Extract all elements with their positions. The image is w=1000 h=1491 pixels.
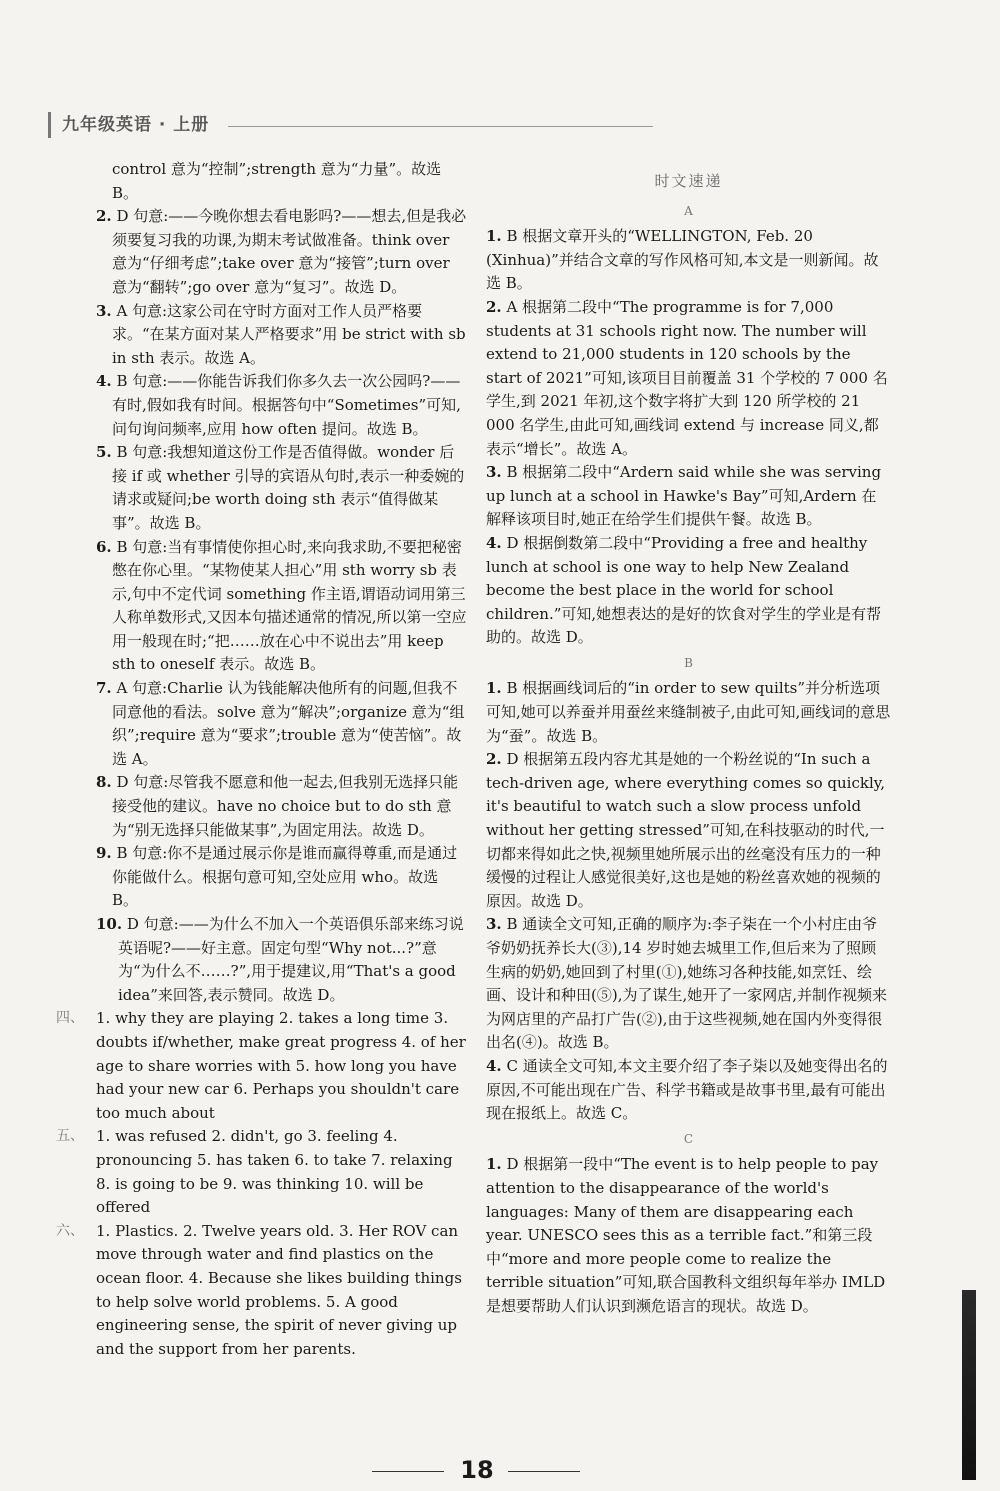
item-text: D 句意:——今晚你想去看电影吗?——想去,但是我必须要复习我的功课,为期末考试做准备。think over 意为“仔细考虑”;take over 意为“接管”;turn over 意为“翻转”;go over 意为“复习”。故选 D。 (112, 207, 467, 296)
group-letter: A (684, 203, 693, 218)
running-header (48, 108, 608, 144)
item-number: 3. (96, 301, 112, 320)
item-text: A 根据第二段中“The programme is for 7,000 students at 31 schools right now. The number will extend to 21,000 students in 120 schools by the start of 2021”可知,该项目目前覆盖 31 个学校的 7 000 名学生,到 2021 年初,这个数字将扩大到 120 所学校的 21 000 名学生,由此可知,画线词 extend 与 increase 同义,都表示“增长”。故选 A。 (486, 297, 888, 458)
page-number: 18 (460, 1456, 494, 1484)
group-letter: C (683, 1131, 694, 1146)
item-number: 1. (486, 227, 502, 246)
page-footer (0, 1456, 1000, 1486)
section-mark: 五、 (56, 1128, 84, 1145)
section-mark: 六、 (56, 1222, 84, 1239)
answer-item (96, 300, 468, 371)
item-number: 4. (486, 1056, 502, 1075)
item-text: B 句意:你不是通过展示你是谁而赢得尊重,而是通过你能做什么。根据句意可知,空处应用 who。故选 B。 (112, 844, 458, 910)
item-text: D 根据第五段内容尤其是她的一个粉丝说的“In such a tech-driven age, where everything comes so quickly, it's beautiful to watch such a slow process unfold without her getting stressed”可知,在科技驱动的时代,一切都来得如此之快,视频里她所展示出的丝毫没有压力的一种缓慢的过程让人感觉很美好,这也是她的粉丝喜欢她的视频的原因。故选 D。 (486, 750, 886, 910)
footer-rule-right (508, 1471, 580, 1472)
answer-item (486, 748, 891, 913)
item-number: 3. (486, 463, 502, 482)
item-text: B 根据画线词后的“in order to sew quilts”并分析选项可知,她可以养蚕并用蚕丝来缝制被子,由此可知,画线词的意思为“蚕”。故选 B。 (486, 679, 891, 745)
item-text: B 通读全文可知,正确的顺序为:李子柒在一个小村庄由爷爷奶奶抚养长大(③),14 岁时她去城里工作,但后来为了照顾生病的奶奶,她回到了村里(①),她练习各种技能,如烹饪、绘画、设计和种田(⑤),为了谋生,她开了一家网店,并制作视频来为网店里的产品打广告(②),由于这些视频,她在国内外变得很出名(④)。故选 B。 (486, 915, 888, 1052)
item-number: 4. (96, 372, 112, 391)
item-number: 4. (486, 533, 502, 552)
answer-item (96, 441, 468, 535)
section-four (56, 1007, 468, 1125)
item-text: C 通读全文可知,本文主要介绍了李子柒以及她变得出名的原因,不可能出现在广告、科学书籍或是故事书里,最有可能出现在报纸上。故选 C。 (486, 1056, 888, 1123)
item-number: 2. (486, 750, 502, 769)
right-column (486, 158, 891, 1319)
item-text: A 句意:Charlie 认为钱能解决他所有的问题,但我不同意他的看法。solve 意为“解决”;organize 意为“组织”;require 意为“要求”;trouble 意为“使苦恼”。故选 A。 (112, 679, 465, 768)
answer-item (486, 913, 891, 1055)
item-number: 1. (486, 1155, 502, 1174)
item-number: 1. (486, 679, 502, 698)
answer-item (96, 677, 468, 771)
item-text: D 句意:尽管我不愿意和他一起去,但我别无选择只能接受他的建议。have no choice but to do sth 意为“别无选择只能做某事”,为固定用法。故选 D。 (112, 773, 459, 839)
item-number: 2. (486, 297, 502, 316)
answer-item (96, 205, 468, 299)
item-text: A 句意:这家公司在守时方面对工作人员严格要求。“在某方面对某人严格要求”用 be strict with sb in sth 表示。故选 A。 (112, 301, 466, 367)
section-title: 时文速递 (654, 172, 723, 190)
item-number: 2. (96, 207, 112, 226)
answer-item (96, 536, 468, 678)
answer-item (486, 1055, 891, 1126)
answer-item (486, 225, 891, 296)
section-text: 1. was refused 2. didn't, go 3. feeling 4. pronouncing 5. has taken 6. to take 7. relaxing 8. is going to be 9. was thinking 10. will be offered (96, 1127, 453, 1217)
section-six (56, 1220, 468, 1362)
item-text: B 句意:——你能告诉我们你多久去一次公园吗?——有时,假如我有时间。根据答句中“Sometimes”可知,问句询问频率,应用 how often 提问。故选 B。 (112, 372, 461, 438)
item-text: B 根据第二段中“Ardern said while she was serving up lunch at a school in Hawke's Bay”可知,Ardern 在解释该项目时,她正在给学生们提供午餐。故选 B。 (486, 463, 882, 529)
header-title: 九年级英语 · 上册 (62, 115, 210, 135)
answer-item (96, 913, 468, 1007)
item-number: 5. (96, 443, 112, 462)
answer-item (486, 296, 891, 461)
item-number: 3. (486, 915, 502, 934)
answer-item (486, 461, 891, 532)
lead-text: control 意为“控制”;strength 意为“力量”。故选 B。 (112, 160, 442, 202)
answer-item (486, 1153, 891, 1318)
item-number: 8. (96, 773, 112, 792)
item-number: 7. (96, 679, 112, 698)
section-text: 1. why they are playing 2. takes a long time 3. doubts if/whether, make great progress 4. of her age to share worries with 5. how long you have had your new car 6. Perhaps you shouldn't care too much about (96, 1009, 466, 1122)
answer-item (96, 370, 468, 441)
group-letter: B (684, 655, 693, 670)
answer-item (486, 677, 891, 748)
page-edge-shadow (962, 1290, 976, 1480)
section-mark: 四、 (56, 1010, 84, 1027)
item-text: B 句意:当有事情使你担心时,来向我求助,不要把秘密憋在你心里。“某物使某人担心”用 sth worry sb 表示,句中不定代词 something 作主语,谓语动词用第三人称单数形式,又因本句描述通常的情况,所以第一空应用一般现在时;“把……放在心中不说出去”用 keep sth to oneself 表示。故选 B。 (112, 537, 467, 674)
item-text: D 句意:——为什么不加入一个英语俱乐部来练习说英语呢?——好主意。固定句型“Why not...?”意为“为什么不……?”,用于提建议,用“That's a good idea”来回答,表示赞同。故选 D。 (118, 915, 464, 1004)
answer-item (96, 771, 468, 842)
item-text: B 句意:我想知道这份工作是否值得做。wonder 后接 if 或 whether 引导的宾语从句时,表示一种委婉的请求或疑问;be worth doing sth 表示“值得做某事”。故选 B。 (112, 443, 465, 532)
left-column (56, 158, 468, 1361)
answer-item (96, 842, 468, 913)
answer-item (486, 532, 891, 650)
item-text: B 根据文章开头的“WELLINGTON, Feb. 20 (Xinhua)”并结合文章的写作风格可知,本文是一则新闻。故选 B。 (486, 227, 879, 293)
item-number: 6. (96, 537, 112, 556)
footer-rule-left (372, 1471, 444, 1472)
item-text: D 根据第一段中“The event is to help people to pay attention to the disappearance of the world's languages: Many of them are disappearing each year. UNESCO sees this as a terrible fact.”和第三段中“more and more people come to realize the terrible situation”可知,联合国教科文组织每年举办 IMLD 是想要帮助人们认识到濒危语言的现状。故选 D。 (486, 1155, 886, 1315)
section-text: 1. Plastics. 2. Twelve years old. 3. Her ROV can move through water and find plastics on the ocean floor. 4. Because she likes building things to help solve world problems. 5. A good engineering sense, the spirit of never giving up and the support from her parents. (96, 1221, 462, 1358)
header-rule (228, 126, 653, 127)
item-number: 9. (96, 844, 112, 863)
header-bar (48, 112, 51, 138)
item-text: D 根据倒数第二段中“Providing a free and healthy lunch at school is one way to help New Zealand become the best place in the world for school children.”可知,她想表达的是好的饮食对学生的学业是有帮助的。故选 D。 (486, 533, 882, 647)
section-five (56, 1125, 468, 1219)
item-number: 10. (96, 915, 123, 933)
